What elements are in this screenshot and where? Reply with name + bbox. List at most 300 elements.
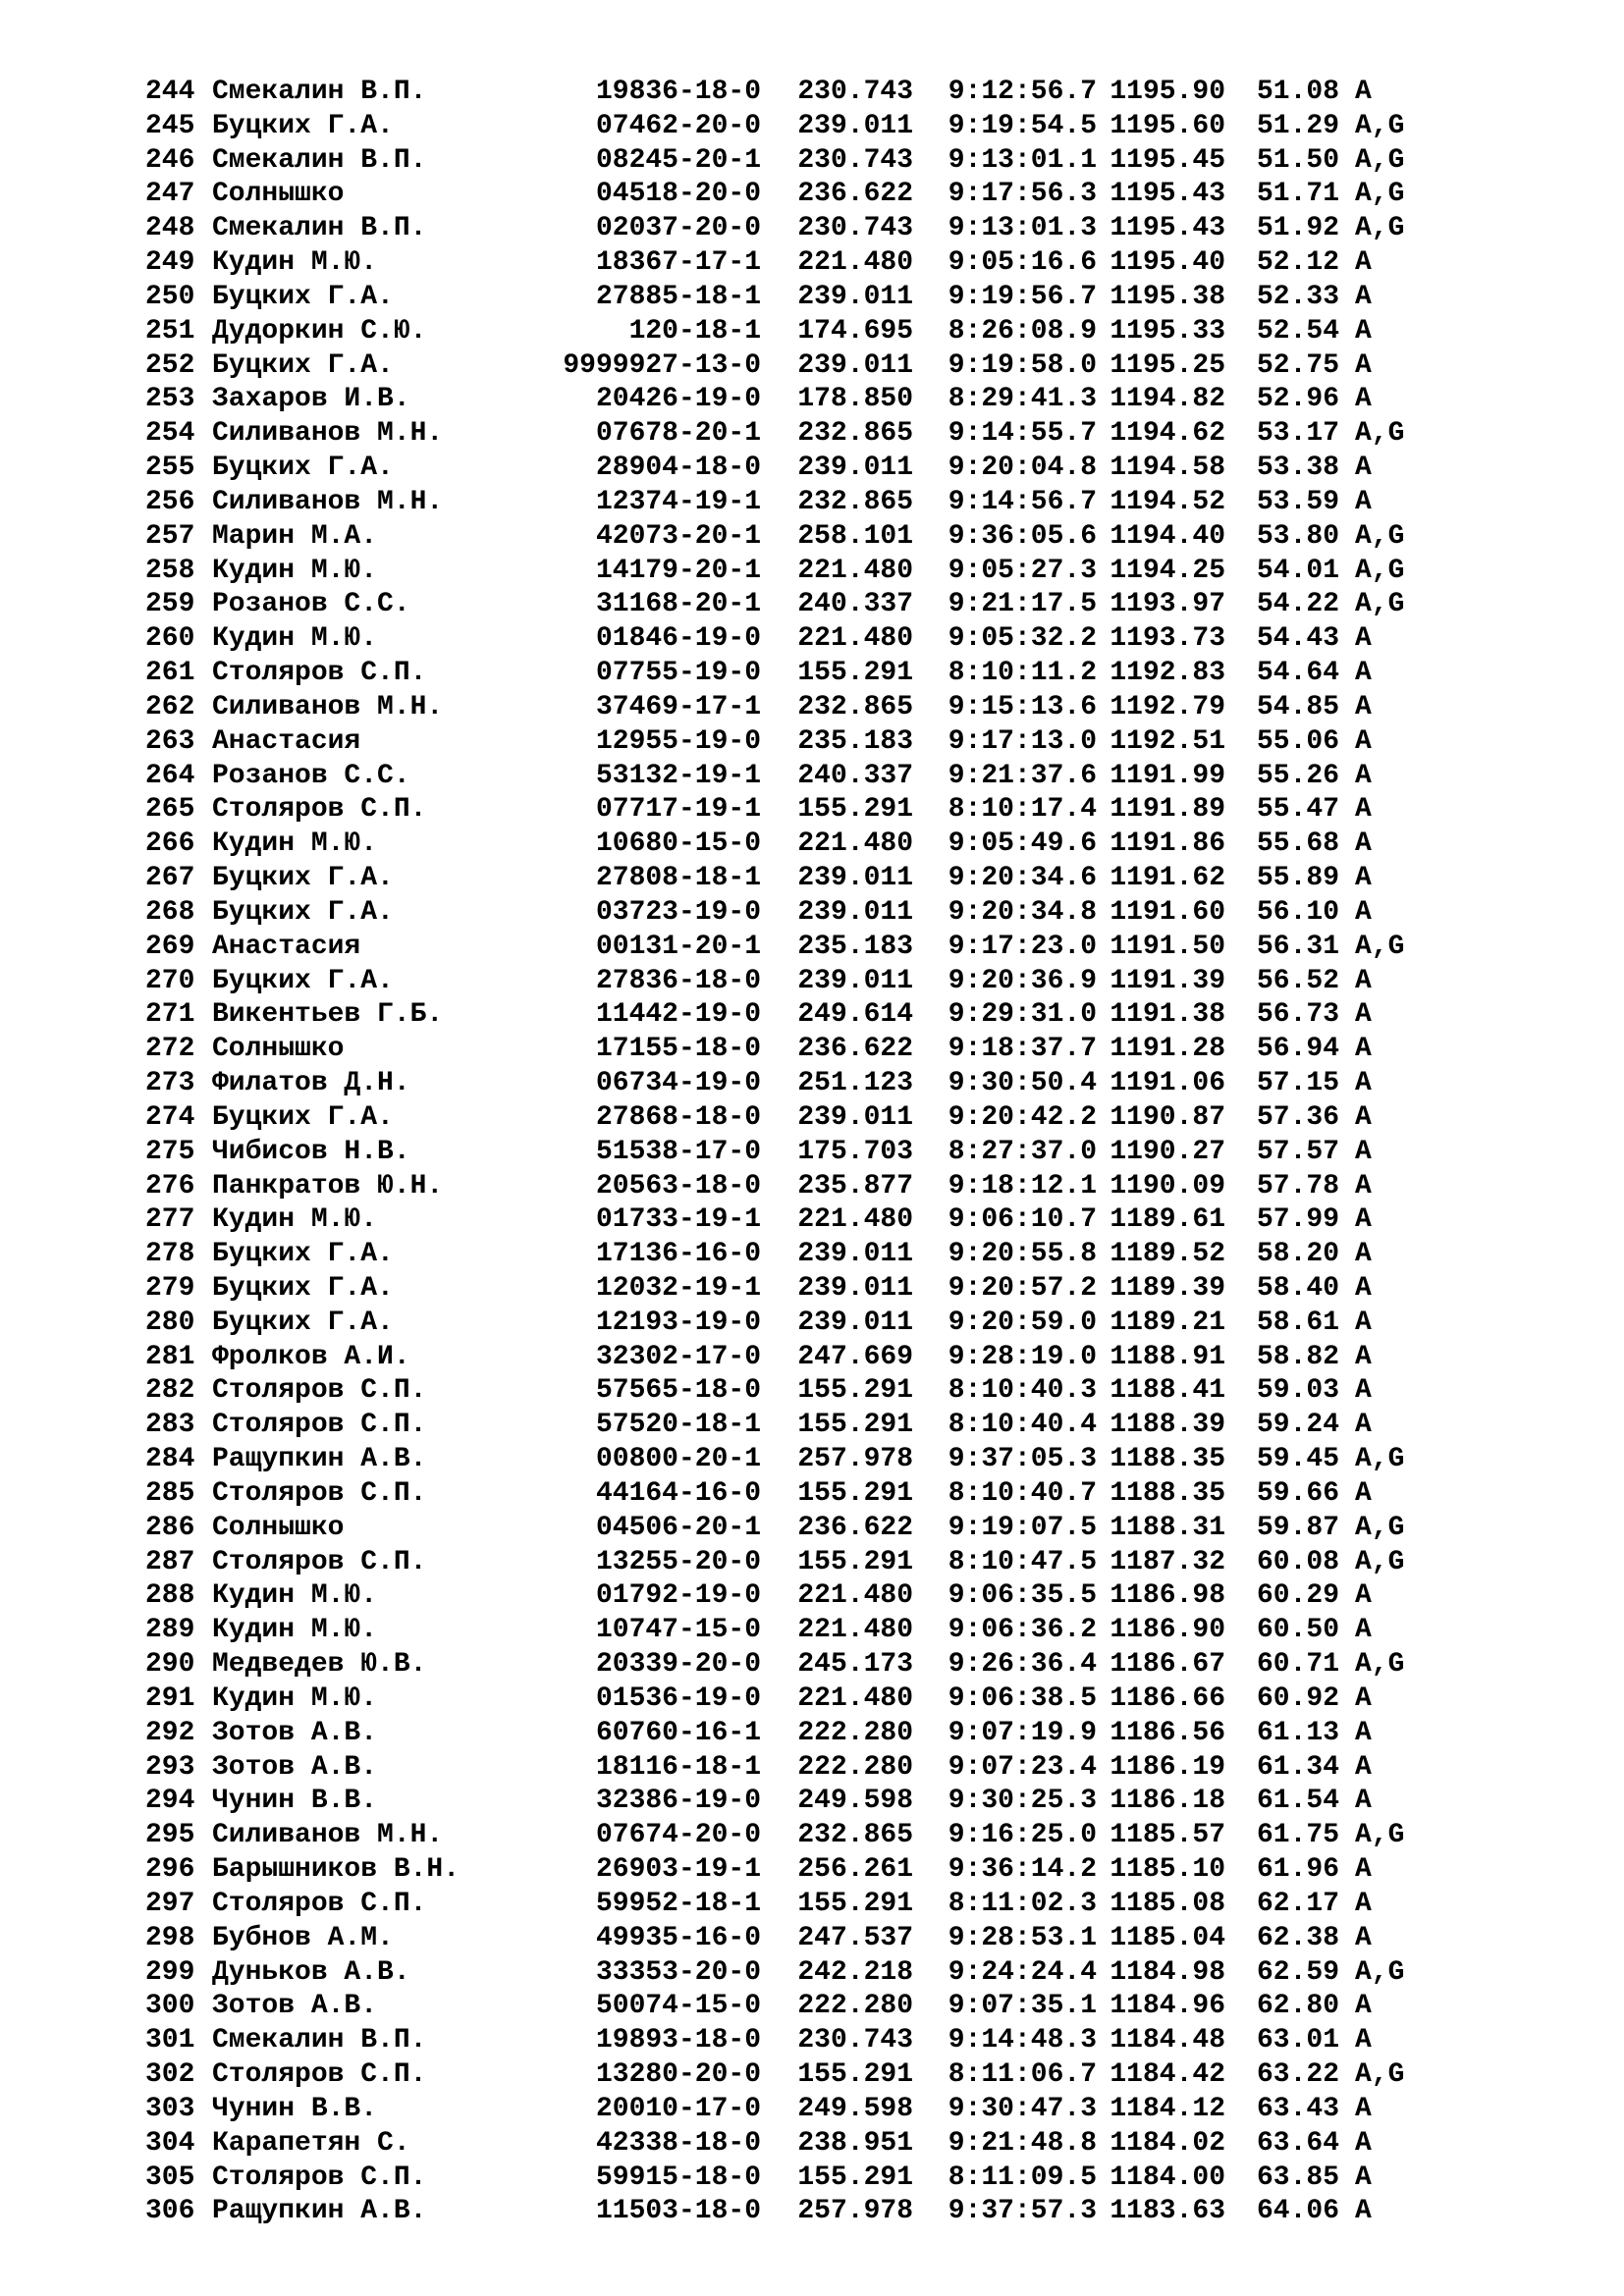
fancier-name: Буцких Г.А. xyxy=(212,453,394,484)
table-row xyxy=(145,1956,1434,1991)
coefficient: 63.64 xyxy=(1256,2127,1339,2159)
coefficient: 56.31 xyxy=(1256,931,1339,962)
table-row xyxy=(145,1409,1434,1443)
table-row xyxy=(145,657,1434,691)
flags: A xyxy=(1355,1786,1372,1817)
place-number: 258 xyxy=(145,555,195,586)
table-row xyxy=(145,2162,1434,2196)
coefficient: 57.99 xyxy=(1256,1204,1339,1236)
speed: 1194.52 xyxy=(1110,486,1225,517)
table-row xyxy=(145,1512,1434,1546)
speed: 1189.61 xyxy=(1110,1204,1225,1236)
ring-number: 00800-20-1 xyxy=(595,1444,761,1475)
ring-number: 60760-16-1 xyxy=(595,1717,761,1748)
ring-number: 02037-20-0 xyxy=(595,213,761,244)
distance: 155.291 xyxy=(797,794,913,826)
ring-number: 27885-18-1 xyxy=(595,281,761,312)
arrival-time: 8:27:37.0 xyxy=(947,1136,1097,1167)
table-row xyxy=(145,110,1434,144)
distance: 256.261 xyxy=(797,1854,913,1886)
table-row xyxy=(145,315,1434,349)
coefficient: 54.01 xyxy=(1256,555,1339,586)
arrival-time: 9:30:50.4 xyxy=(947,1068,1097,1099)
flags: A xyxy=(1355,1272,1372,1304)
speed: 1194.82 xyxy=(1110,384,1225,415)
arrival-time: 9:18:12.1 xyxy=(947,1170,1097,1201)
place-number: 287 xyxy=(145,1546,195,1577)
fancier-name: Столяров С.П. xyxy=(212,658,427,689)
arrival-time: 9:20:57.2 xyxy=(947,1272,1097,1304)
flags: A xyxy=(1355,281,1372,312)
fancier-name: Смекалин В.П. xyxy=(212,2025,427,2056)
fancier-name: Столяров С.П. xyxy=(212,1477,427,1509)
table-row xyxy=(145,2058,1434,2093)
ring-number: 27868-18-0 xyxy=(595,1101,761,1133)
distance: 239.011 xyxy=(797,1272,913,1304)
arrival-time: 9:30:47.3 xyxy=(947,2093,1097,2124)
fancier-name: Силиванов М.Н. xyxy=(212,691,444,722)
table-row xyxy=(145,1922,1434,1956)
distance: 239.011 xyxy=(797,281,913,312)
coefficient: 54.43 xyxy=(1256,623,1339,655)
distance: 232.865 xyxy=(797,486,913,517)
speed: 1191.86 xyxy=(1110,828,1225,860)
table-row xyxy=(145,1341,1434,1375)
speed: 1192.51 xyxy=(1110,725,1225,757)
place-number: 279 xyxy=(145,1272,195,1304)
distance: 230.743 xyxy=(797,2025,913,2056)
flags: A,G xyxy=(1355,520,1405,552)
arrival-time: 9:19:58.0 xyxy=(947,349,1097,381)
ring-number: 27808-18-1 xyxy=(595,863,761,894)
coefficient: 61.34 xyxy=(1256,1751,1339,1783)
speed: 1184.96 xyxy=(1110,1991,1225,2022)
coefficient: 52.33 xyxy=(1256,281,1339,312)
fancier-name: Розанов С.С. xyxy=(212,760,410,791)
flags: A xyxy=(1355,794,1372,826)
fancier-name: Кудин М.Ю. xyxy=(212,247,378,279)
distance: 257.978 xyxy=(797,1444,913,1475)
speed: 1186.67 xyxy=(1110,1649,1225,1681)
distance: 232.865 xyxy=(797,1820,913,1851)
arrival-time: 9:30:25.3 xyxy=(947,1786,1097,1817)
ring-number: 04518-20-0 xyxy=(595,179,761,210)
distance: 175.703 xyxy=(797,1136,913,1167)
distance: 239.011 xyxy=(797,110,913,141)
flags: A,G xyxy=(1355,1546,1405,1577)
table-row xyxy=(145,1033,1434,1067)
place-number: 273 xyxy=(145,1068,195,1099)
fancier-name: Кудин М.Ю. xyxy=(212,623,378,655)
fancier-name: Смекалин В.П. xyxy=(212,213,427,244)
ring-number: 26903-19-1 xyxy=(595,1854,761,1886)
coefficient: 56.73 xyxy=(1256,999,1339,1031)
coefficient: 57.57 xyxy=(1256,1136,1339,1167)
fancier-name: Зотов А.В. xyxy=(212,1991,378,2022)
speed: 1191.06 xyxy=(1110,1068,1225,1099)
arrival-time: 9:36:14.2 xyxy=(947,1854,1097,1886)
coefficient: 51.92 xyxy=(1256,213,1339,244)
coefficient: 61.54 xyxy=(1256,1786,1339,1817)
distance: 155.291 xyxy=(797,1410,913,1441)
flags: A,G xyxy=(1355,931,1405,962)
fancier-name: Столяров С.П. xyxy=(212,2162,427,2193)
flags: A xyxy=(1355,2196,1372,2227)
flags: A xyxy=(1355,1717,1372,1748)
flags: A xyxy=(1355,1136,1372,1167)
ring-number: 00131-20-1 xyxy=(595,931,761,962)
place-number: 270 xyxy=(145,965,195,996)
speed: 1193.97 xyxy=(1110,589,1225,620)
flags: A xyxy=(1355,1615,1372,1646)
table-row xyxy=(145,1990,1434,2024)
table-row xyxy=(145,383,1434,417)
table-row xyxy=(145,452,1434,486)
flags: A xyxy=(1355,1034,1372,1065)
arrival-time: 9:07:35.1 xyxy=(947,1991,1097,2022)
arrival-time: 9:14:48.3 xyxy=(947,2025,1097,2056)
place-number: 306 xyxy=(145,2196,195,2227)
speed: 1191.60 xyxy=(1110,896,1225,928)
place-number: 289 xyxy=(145,1615,195,1646)
place-number: 285 xyxy=(145,1477,195,1509)
distance: 236.622 xyxy=(797,1512,913,1543)
place-number: 262 xyxy=(145,691,195,722)
place-number: 288 xyxy=(145,1580,195,1612)
coefficient: 52.75 xyxy=(1256,349,1339,381)
table-row xyxy=(145,793,1434,828)
speed: 1184.48 xyxy=(1110,2025,1225,2056)
fancier-name: Викентьев Г.Б. xyxy=(212,999,444,1031)
coefficient: 55.06 xyxy=(1256,725,1339,757)
place-number: 269 xyxy=(145,931,195,962)
arrival-time: 9:21:37.6 xyxy=(947,760,1097,791)
arrival-time: 9:12:56.7 xyxy=(947,77,1097,107)
fancier-name: Дудоркин С.Ю. xyxy=(212,315,427,347)
place-number: 266 xyxy=(145,828,195,860)
speed: 1190.87 xyxy=(1110,1101,1225,1133)
flags: A xyxy=(1355,1854,1372,1886)
table-row xyxy=(145,1682,1434,1717)
fancier-name: Кудин М.Ю. xyxy=(212,1204,378,1236)
table-row xyxy=(145,1648,1434,1682)
fancier-name: Буцких Г.А. xyxy=(212,110,394,141)
flags: A,G xyxy=(1355,2059,1405,2091)
ring-number: 06734-19-0 xyxy=(595,1068,761,1099)
arrival-time: 9:06:35.5 xyxy=(947,1580,1097,1612)
place-number: 248 xyxy=(145,213,195,244)
coefficient: 51.08 xyxy=(1256,77,1339,107)
coefficient: 61.13 xyxy=(1256,1717,1339,1748)
flags: A xyxy=(1355,896,1372,928)
ring-number: 12374-19-1 xyxy=(595,486,761,517)
place-number: 271 xyxy=(145,999,195,1031)
table-row xyxy=(145,2024,1434,2058)
table-row xyxy=(145,1272,1434,1307)
table-row xyxy=(145,862,1434,896)
flags: A,G xyxy=(1355,1820,1405,1851)
distance: 174.695 xyxy=(797,315,913,347)
distance: 155.291 xyxy=(797,1888,913,1919)
place-number: 267 xyxy=(145,863,195,894)
coefficient: 57.78 xyxy=(1256,1170,1339,1201)
distance: 239.011 xyxy=(797,1307,913,1338)
arrival-time: 9:17:56.3 xyxy=(947,179,1097,210)
coefficient: 63.01 xyxy=(1256,2025,1339,2056)
table-row xyxy=(145,588,1434,622)
ring-number: 37469-17-1 xyxy=(595,691,761,722)
speed: 1186.56 xyxy=(1110,1717,1225,1748)
distance: 155.291 xyxy=(797,2162,913,2193)
distance: 257.978 xyxy=(797,2196,913,2227)
table-row xyxy=(145,622,1434,657)
place-number: 299 xyxy=(145,1956,195,1988)
arrival-time: 9:21:17.5 xyxy=(947,589,1097,620)
coefficient: 59.03 xyxy=(1256,1375,1339,1407)
place-number: 276 xyxy=(145,1170,195,1201)
table-row xyxy=(145,691,1434,725)
flags: A xyxy=(1355,623,1372,655)
speed: 1194.62 xyxy=(1110,418,1225,450)
distance: 258.101 xyxy=(797,520,913,552)
flags: A xyxy=(1355,1204,1372,1236)
place-number: 257 xyxy=(145,520,195,552)
distance: 178.850 xyxy=(797,384,913,415)
distance: 249.614 xyxy=(797,999,913,1031)
coefficient: 51.71 xyxy=(1256,179,1339,210)
flags: A xyxy=(1355,760,1372,791)
flags: A xyxy=(1355,1991,1372,2022)
coefficient: 53.38 xyxy=(1256,453,1339,484)
place-number: 261 xyxy=(145,658,195,689)
place-number: 246 xyxy=(145,144,195,176)
speed: 1184.42 xyxy=(1110,2059,1225,2091)
distance: 239.011 xyxy=(797,349,913,381)
speed: 1184.12 xyxy=(1110,2093,1225,2124)
speed: 1188.35 xyxy=(1110,1477,1225,1509)
distance: 240.337 xyxy=(797,760,913,791)
ring-number: 20426-19-0 xyxy=(595,384,761,415)
arrival-time: 8:10:47.5 xyxy=(947,1546,1097,1577)
speed: 1194.40 xyxy=(1110,520,1225,552)
speed: 1191.50 xyxy=(1110,931,1225,962)
distance: 221.480 xyxy=(797,1580,913,1612)
table-row xyxy=(145,1443,1434,1477)
ring-number: 19893-18-0 xyxy=(595,2025,761,2056)
distance: 251.123 xyxy=(797,1068,913,1099)
table-row xyxy=(145,998,1434,1033)
speed: 1184.00 xyxy=(1110,2162,1225,2193)
ring-number: 04506-20-1 xyxy=(595,1512,761,1543)
speed: 1184.98 xyxy=(1110,1956,1225,1988)
fancier-name: Анастасия xyxy=(212,725,361,757)
coefficient: 63.43 xyxy=(1256,2093,1339,2124)
place-number: 305 xyxy=(145,2162,195,2193)
coefficient: 62.59 xyxy=(1256,1956,1339,1988)
coefficient: 62.38 xyxy=(1256,1922,1339,1953)
ring-number: 19836-18-0 xyxy=(595,77,761,107)
flags: A,G xyxy=(1355,1444,1405,1475)
flags: A xyxy=(1355,315,1372,347)
table-row xyxy=(145,2093,1434,2127)
distance: 221.480 xyxy=(797,247,913,279)
flags: A xyxy=(1355,863,1372,894)
fancier-name: Буцких Г.А. xyxy=(212,1101,394,1133)
speed: 1188.91 xyxy=(1110,1341,1225,1372)
fancier-name: Зотов А.В. xyxy=(212,1751,378,1783)
place-number: 250 xyxy=(145,281,195,312)
flags: A,G xyxy=(1355,1649,1405,1681)
arrival-time: 9:20:34.8 xyxy=(947,896,1097,928)
distance: 155.291 xyxy=(797,658,913,689)
arrival-time: 9:19:07.5 xyxy=(947,1512,1097,1543)
fancier-name: Буцких Г.А. xyxy=(212,349,394,381)
speed: 1195.43 xyxy=(1110,213,1225,244)
speed: 1188.41 xyxy=(1110,1375,1225,1407)
distance: 242.218 xyxy=(797,1956,913,1988)
flags: A xyxy=(1355,999,1372,1031)
arrival-time: 8:10:11.2 xyxy=(947,658,1097,689)
fancier-name: Буцких Г.А. xyxy=(212,863,394,894)
place-number: 272 xyxy=(145,1034,195,1065)
place-number: 291 xyxy=(145,1682,195,1714)
place-number: 253 xyxy=(145,384,195,415)
distance: 240.337 xyxy=(797,589,913,620)
ring-number: 03723-19-0 xyxy=(595,896,761,928)
flags: A xyxy=(1355,1239,1372,1270)
coefficient: 53.80 xyxy=(1256,520,1339,552)
speed: 1188.35 xyxy=(1110,1444,1225,1475)
distance: 230.743 xyxy=(797,144,913,176)
place-number: 281 xyxy=(145,1341,195,1372)
fancier-name: Столяров С.П. xyxy=(212,1888,427,1919)
distance: 155.291 xyxy=(797,2059,913,2091)
fancier-name: Буцких Г.А. xyxy=(212,1239,394,1270)
flags: A xyxy=(1355,1101,1372,1133)
ring-number: 18367-17-1 xyxy=(595,247,761,279)
distance: 155.291 xyxy=(797,1375,913,1407)
ring-number: 12955-19-0 xyxy=(595,725,761,757)
place-number: 252 xyxy=(145,349,195,381)
speed: 1191.38 xyxy=(1110,999,1225,1031)
distance: 221.480 xyxy=(797,555,913,586)
arrival-time: 9:06:10.7 xyxy=(947,1204,1097,1236)
arrival-time: 9:19:54.5 xyxy=(947,110,1097,141)
speed: 1186.18 xyxy=(1110,1786,1225,1817)
table-row xyxy=(145,1717,1434,1751)
arrival-time: 9:20:42.2 xyxy=(947,1101,1097,1133)
arrival-time: 8:11:02.3 xyxy=(947,1888,1097,1919)
speed: 1192.83 xyxy=(1110,658,1225,689)
fancier-name: Кудин М.Ю. xyxy=(212,1580,378,1612)
arrival-time: 9:05:49.6 xyxy=(947,828,1097,860)
coefficient: 61.96 xyxy=(1256,1854,1339,1886)
flags: A xyxy=(1355,384,1372,415)
place-number: 249 xyxy=(145,247,195,279)
fancier-name: Столяров С.П. xyxy=(212,1546,427,1577)
coefficient: 59.66 xyxy=(1256,1477,1339,1509)
flags: A xyxy=(1355,2093,1372,2124)
place-number: 295 xyxy=(145,1820,195,1851)
ring-number: 14179-20-1 xyxy=(595,555,761,586)
ring-number: 42073-20-1 xyxy=(595,520,761,552)
table-row xyxy=(145,178,1434,212)
ring-number: 120-18-1 xyxy=(628,315,761,347)
fancier-name: Буцких Г.А. xyxy=(212,965,394,996)
arrival-time: 8:11:06.7 xyxy=(947,2059,1097,2091)
coefficient: 55.89 xyxy=(1256,863,1339,894)
fancier-name: Карапетян С. xyxy=(212,2127,410,2159)
distance: 245.173 xyxy=(797,1649,913,1681)
ring-number: 07462-20-0 xyxy=(595,110,761,141)
arrival-time: 8:10:40.7 xyxy=(947,1477,1097,1509)
fancier-name: Буцких Г.А. xyxy=(212,1272,394,1304)
fancier-name: Ращупкин А.В. xyxy=(212,1444,427,1475)
flags: A xyxy=(1355,1580,1372,1612)
place-number: 263 xyxy=(145,725,195,757)
coefficient: 55.26 xyxy=(1256,760,1339,791)
fancier-name: Столяров С.П. xyxy=(212,1410,427,1441)
speed: 1195.40 xyxy=(1110,247,1225,279)
ring-number: 32302-17-0 xyxy=(595,1341,761,1372)
table-row xyxy=(145,1751,1434,1786)
flags: A,G xyxy=(1355,589,1405,620)
results-table xyxy=(145,76,1434,2229)
flags: A,G xyxy=(1355,179,1405,210)
flags: A xyxy=(1355,2127,1372,2159)
coefficient: 59.24 xyxy=(1256,1410,1339,1441)
flags: A xyxy=(1355,828,1372,860)
ring-number: 28904-18-0 xyxy=(595,453,761,484)
flags: A xyxy=(1355,1375,1372,1407)
table-row xyxy=(145,1785,1434,1819)
place-number: 265 xyxy=(145,794,195,826)
distance: 155.291 xyxy=(797,1546,913,1577)
fancier-name: Солнышко xyxy=(212,1512,345,1543)
speed: 1194.25 xyxy=(1110,555,1225,586)
distance: 230.743 xyxy=(797,77,913,107)
flags: A xyxy=(1355,1307,1372,1338)
ring-number: 20339-20-0 xyxy=(595,1649,761,1681)
arrival-time: 9:20:04.8 xyxy=(947,453,1097,484)
coefficient: 59.45 xyxy=(1256,1444,1339,1475)
distance: 239.011 xyxy=(797,896,913,928)
flags: A xyxy=(1355,725,1372,757)
speed: 1192.79 xyxy=(1110,691,1225,722)
speed: 1195.90 xyxy=(1110,77,1225,107)
ring-number: 12193-19-0 xyxy=(595,1307,761,1338)
fancier-name: Кудин М.Ю. xyxy=(212,1682,378,1714)
arrival-time: 9:06:38.5 xyxy=(947,1682,1097,1714)
ring-number: 57520-18-1 xyxy=(595,1410,761,1441)
distance: 235.183 xyxy=(797,725,913,757)
speed: 1195.45 xyxy=(1110,144,1225,176)
place-number: 247 xyxy=(145,179,195,210)
flags: A,G xyxy=(1355,418,1405,450)
table-row xyxy=(145,1888,1434,1922)
fancier-name: Марин М.А. xyxy=(212,520,378,552)
ring-number: 12032-19-1 xyxy=(595,1272,761,1304)
coefficient: 56.94 xyxy=(1256,1034,1339,1065)
arrival-time: 9:36:05.6 xyxy=(947,520,1097,552)
place-number: 259 xyxy=(145,589,195,620)
coefficient: 52.96 xyxy=(1256,384,1339,415)
fancier-name: Силиванов М.Н. xyxy=(212,1820,444,1851)
ring-number: 50074-15-0 xyxy=(595,1991,761,2022)
coefficient: 57.15 xyxy=(1256,1068,1339,1099)
table-row xyxy=(145,246,1434,281)
table-row xyxy=(145,1546,1434,1580)
